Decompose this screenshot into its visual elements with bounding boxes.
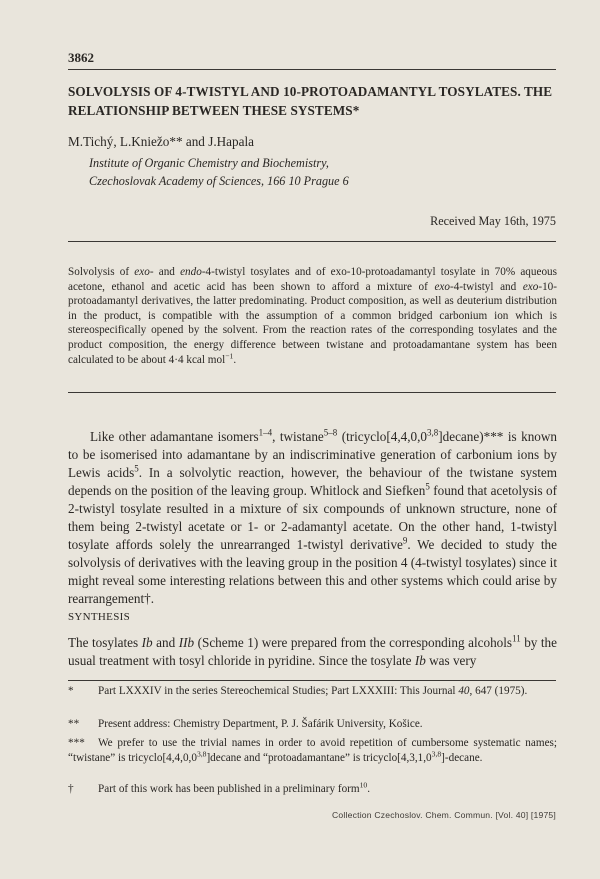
affiliation	[89, 154, 349, 190]
author-kniezo: L.Kniežo	[119, 134, 170, 149]
ref-1-4: 1–4	[258, 427, 273, 438]
footnote-3: *** We prefer to use the trivial names in order to avoid repetition of cumbersome systematic names; “twistane” is tricyclo[4,4,0,0$^{3,8}$]decane and “protoadamantane” is tricyclo[4,3,1,0$^{3,8}$]-decane.	[68, 737, 557, 764]
footnote-4-mark: †	[68, 783, 74, 795]
ref-5b: 5	[425, 481, 430, 492]
authors-and: and	[185, 134, 205, 149]
received-date: Received May 16th, 1975	[430, 214, 556, 228]
footnote-1: * Part LXXXIV in the series Stereochemical Studies; Part LXXXIII: This Journal 40, 647 (1975).	[68, 685, 528, 697]
section-heading-synthesis: SYNTHESIS	[68, 611, 130, 623]
intro-paragraph: Like other adamantane isomers$^{1-4}$, twistane$^{5-8}$ (tricyclo[4,4,0,0$^{3,8}$]decane)*** is known to be isomerised into adamantane by an indiscriminative generation of carbonium ions by Lewis acids$^5$. In a solvolytic reaction, however, the behaviour of the twistane system depends on the position of the leaving group. Whitlock and Siefken$^5$ found that acetolysis of 2-twistyl tosylate resulted in a mixture of six compounds of unknown structure, none of them being 2-twistyl acetate or 1- or 2-adamantyl acetate. On the other hand, 1-twistyl tosylate affords solely the unrearranged 1-twistyl derivative$^9$. We decided to study the solvolysis of derivatives with the leaving group in the position 4 (4-twistyl tosylates) since it might reveal some interesting relations between this and other systems which could arise by rearrangement†.	[68, 427, 558, 606]
ref-5: 5	[134, 463, 139, 474]
author-tichy: M.Tichý	[68, 134, 114, 149]
page-number: 3862	[68, 50, 94, 65]
abstract-bottom-rule	[68, 392, 556, 393]
ref-11: 11	[512, 633, 521, 644]
author-hapala: J.Hapala	[208, 134, 254, 149]
footnote-2-mark: **	[68, 718, 80, 730]
footnote-rule	[68, 680, 556, 681]
authors-line: M.Tichý, L.Kniežo** and J.Hapala	[68, 134, 254, 149]
journal-footer: Collection Czechoslov. Chem. Commun. [Vol. 40] [1975]	[332, 810, 556, 820]
footnote-1-mark: *	[68, 685, 74, 697]
footnote-2: ** Present address: Chemistry Department, P. J. Šafárik University, Košice.	[68, 718, 423, 730]
ref-5-8: 5–8	[323, 427, 338, 438]
affiliation-line-1: Institute of Organic Chemistry and Biochemistry,	[89, 156, 329, 170]
article-title: SOLVOLYSIS OF 4-TWISTYL AND 10-PROTOADAMANTYL TOSYLATES. THE RELATIONSHIP BETWEEN THESE SYSTEMS*	[68, 84, 553, 118]
synthesis-paragraph: The tosylates Ib and IIb (Scheme 1) were prepared from the corresponding alcohols$^{11}$ by the usual treatment with tosyl chloride in pyridine. Since the tosylate Ib was very	[68, 633, 557, 668]
abstract-top-rule	[68, 241, 556, 242]
header-rule	[68, 69, 556, 70]
footnote-4: † Part of this work has been published in a preliminary form$^{10}$.	[68, 780, 371, 795]
footnote-3-mark: ***	[68, 737, 85, 749]
abstract: Solvolysis of exo- and endo-4-twistyl tosylates and of exo-10-protoadamantyl tosylate in 70% aqueous acetone, ethanol and acetic acid has been shown to afford a mixture of exo-4-twistyl and exo-10-protoadamantyl derivatives, the latter predominating. Product composition, as well as deuterium distribution in the product, is compatible with the assumption of a common bridged carbonium ion which is stereospecifically opened by the solvent. From the reaction rates of the corresponding tosylates and the product composition, the energy difference between twistane and protoadamantane system has been calculated to be about 4·4 kcal mol$^{-1}$.	[68, 266, 557, 366]
author-footnote-mark: **	[169, 134, 183, 149]
affiliation-line-2: Czechoslovak Academy of Sciences, 166 10 Prague 6	[89, 174, 349, 188]
ref-9: 9	[402, 535, 408, 546]
